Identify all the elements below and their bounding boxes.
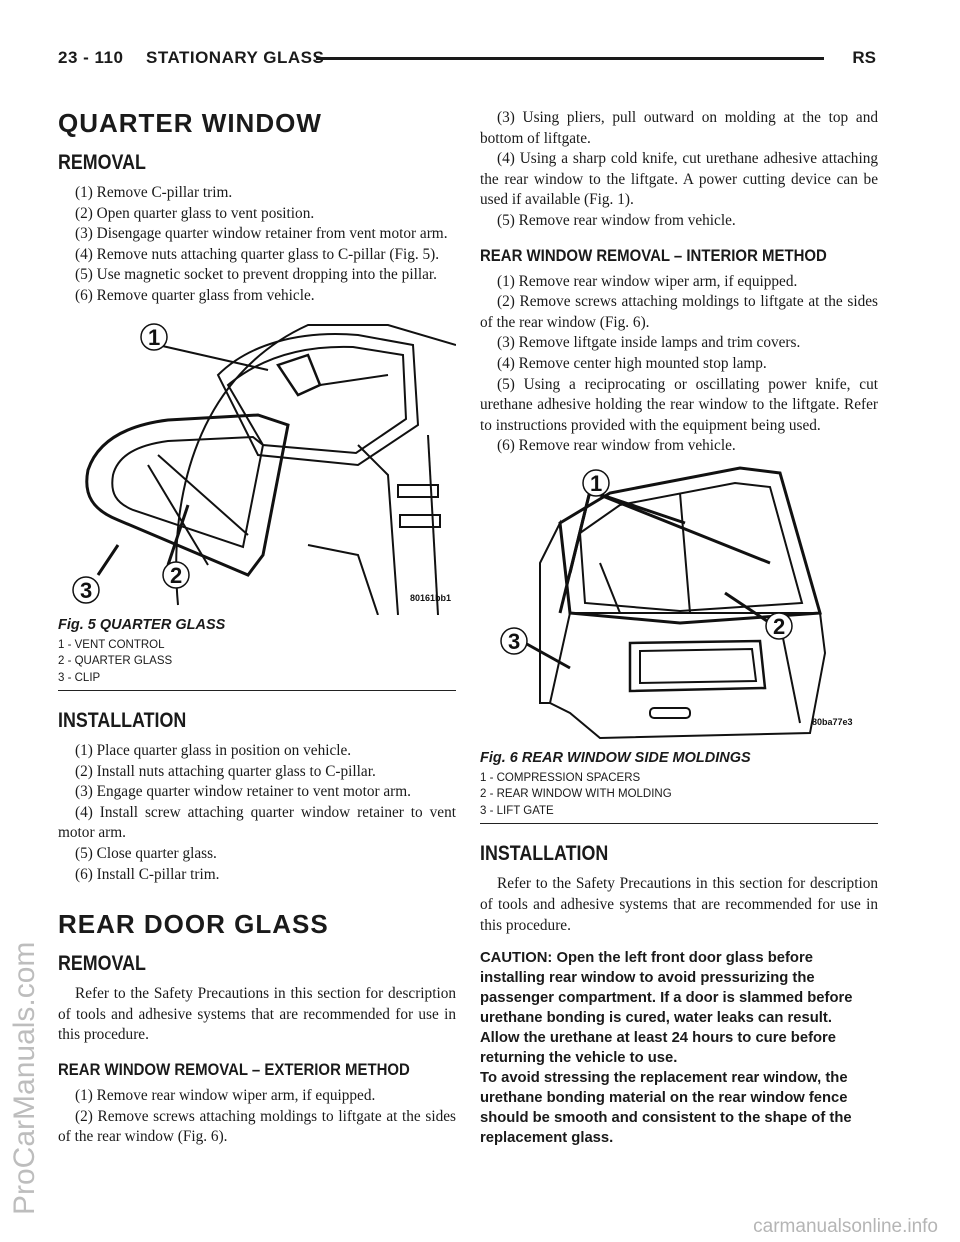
figure-code: 80ba77e3 — [812, 716, 853, 727]
callout-3: 3 — [508, 628, 521, 654]
callout-1: 1 — [590, 470, 603, 496]
removal2-text: Refer to the Safety Precautions in this section for description of tools and adhesive systems that are recommended for use in this procedure. — [58, 985, 456, 1044]
callout-2: 2 — [170, 562, 183, 588]
install2-text: Refer to the Safety Precautions in this section for description of tools and adhesive systems that are recommended for use in this procedure. — [480, 875, 878, 934]
exterior-step: (4) Using a sharp cold knife, cut urethane adhesive attaching the rear window to the liftgate. A power cutting device can be used if available (Fig. 1). — [480, 150, 878, 209]
caution-text: Allow the urethane at least 24 hours to cure before returning the vehicle to use. — [480, 1030, 837, 1067]
exterior-step: (2) Remove screws attaching moldings to liftgate at the sides of the rear window (Fig. 6). — [58, 1107, 456, 1146]
model-code: RS — [852, 48, 876, 67]
interior-step: (3) Remove liftgate inside lamps and trim covers. — [497, 334, 801, 352]
quarter-window-title: QUARTER WINDOW — [58, 108, 322, 138]
quarter-glass-illustration — [58, 315, 456, 615]
interior-step: (5) Using a reciprocating or oscillating power knife, cut urethane adhesive holding the rear window to the liftgate. Refer to instructions provided with the equipment being used. — [480, 375, 878, 434]
figure-rule — [480, 823, 878, 824]
install-step: (4) Install screw attaching quarter window retainer to vent motor arm. — [58, 803, 456, 842]
left-column — [58, 108, 456, 1148]
removal-step: (6) Remove quarter glass from vehicle. — [75, 286, 315, 304]
figure-6 — [480, 463, 878, 825]
removal-step: (2) Open quarter glass to vent position. — [75, 204, 315, 222]
interior-step: (2) Remove screws attaching moldings to liftgate at the sides of the rear window (Fig. 6). — [480, 293, 878, 331]
legend-item: 2 - QUARTER GLASS — [58, 655, 173, 668]
exterior-step: (1) Remove rear window wiper arm, if equipped. — [75, 1087, 376, 1104]
installation-heading: INSTALLATION — [58, 709, 187, 733]
exterior-method-heading: REAR WINDOW REMOVAL – EXTERIOR METHOD — [58, 1060, 410, 1079]
removal-step: (5) Use magnetic socket to prevent dropping into the pillar. — [75, 266, 437, 284]
rear-door-glass-title: REAR DOOR GLASS — [58, 909, 329, 940]
callout-3: 3 — [80, 577, 93, 603]
rear-window-illustration — [480, 463, 878, 748]
interior-method-heading: REAR WINDOW REMOVAL – INTERIOR METHOD — [480, 245, 827, 265]
callout-1: 1 — [148, 324, 161, 350]
removal-step: (4) Remove nuts attaching quarter glass to C-pillar (Fig. 5). — [75, 245, 440, 263]
right-column — [480, 108, 878, 1148]
footer-watermark: carmanualsonline.info — [753, 1216, 938, 1237]
caution-text: To avoid stressing the replacement rear window, the urethane bonding material on the rear window fence should be smooth and consistent to the shape of the replacement glass. — [480, 1070, 852, 1147]
figure-5 — [58, 315, 456, 692]
figure-code: 80161bb1 — [410, 592, 452, 603]
legend-item: 1 - VENT CONTROL — [58, 638, 165, 651]
interior-step: (4) Remove center high mounted stop lamp. — [497, 354, 767, 372]
figure-rule — [58, 690, 456, 691]
callout-2: 2 — [773, 613, 786, 639]
install-step: (5) Close quarter glass. — [75, 845, 217, 863]
legend-item: 3 - LIFT GATE — [480, 804, 554, 817]
interior-step: (6) Remove rear window from vehicle. — [497, 437, 736, 455]
figure-5-caption: Fig. 5 QUARTER GLASS — [58, 616, 226, 633]
figure-6-caption: Fig. 6 REAR WINDOW SIDE MOLDINGS — [480, 749, 751, 766]
section-title: STATIONARY GLASS — [146, 48, 325, 67]
removal-heading: REMOVAL — [58, 151, 146, 174]
interior-step: (1) Remove rear window wiper arm, if equipped. — [497, 272, 798, 290]
legend-item: 1 - COMPRESSION SPACERS — [480, 771, 641, 784]
removal-step: (1) Remove C-pillar trim. — [75, 184, 233, 201]
side-watermark: ProCarManuals.com — [8, 941, 41, 1215]
install-step: (2) Install nuts attaching quarter glass to C-pillar. — [75, 762, 376, 780]
exterior-step: (5) Remove rear window from vehicle. — [497, 211, 736, 229]
install-step: (6) Install C-pillar trim. — [75, 865, 220, 883]
page-number: 23 - 110 — [58, 48, 124, 67]
exterior-step: (3) Using pliers, pull outward on molding at the top and bottom of liftgate. — [480, 109, 878, 147]
removal2-heading: REMOVAL — [58, 952, 146, 976]
caution-text: CAUTION: Open the left front door glass before installing rear window to avoid pressurizing the passenger compartment. If a door is slammed before urethane bonding is cured, water leaks can result. — [480, 950, 853, 1027]
legend-item: 3 - CLIP — [58, 671, 101, 684]
legend-item: 2 - REAR WINDOW WITH MOLDING — [480, 788, 672, 801]
install-step: (1) Place quarter glass in position on vehicle. — [75, 742, 352, 760]
page-header — [58, 48, 876, 74]
installation2-heading: INSTALLATION — [480, 842, 609, 866]
install-step: (3) Engage quarter window retainer to vent motor arm. — [75, 783, 411, 801]
header-rule — [316, 57, 824, 60]
removal-step: (3) Disengage quarter window retainer from vent motor arm. — [75, 225, 448, 243]
